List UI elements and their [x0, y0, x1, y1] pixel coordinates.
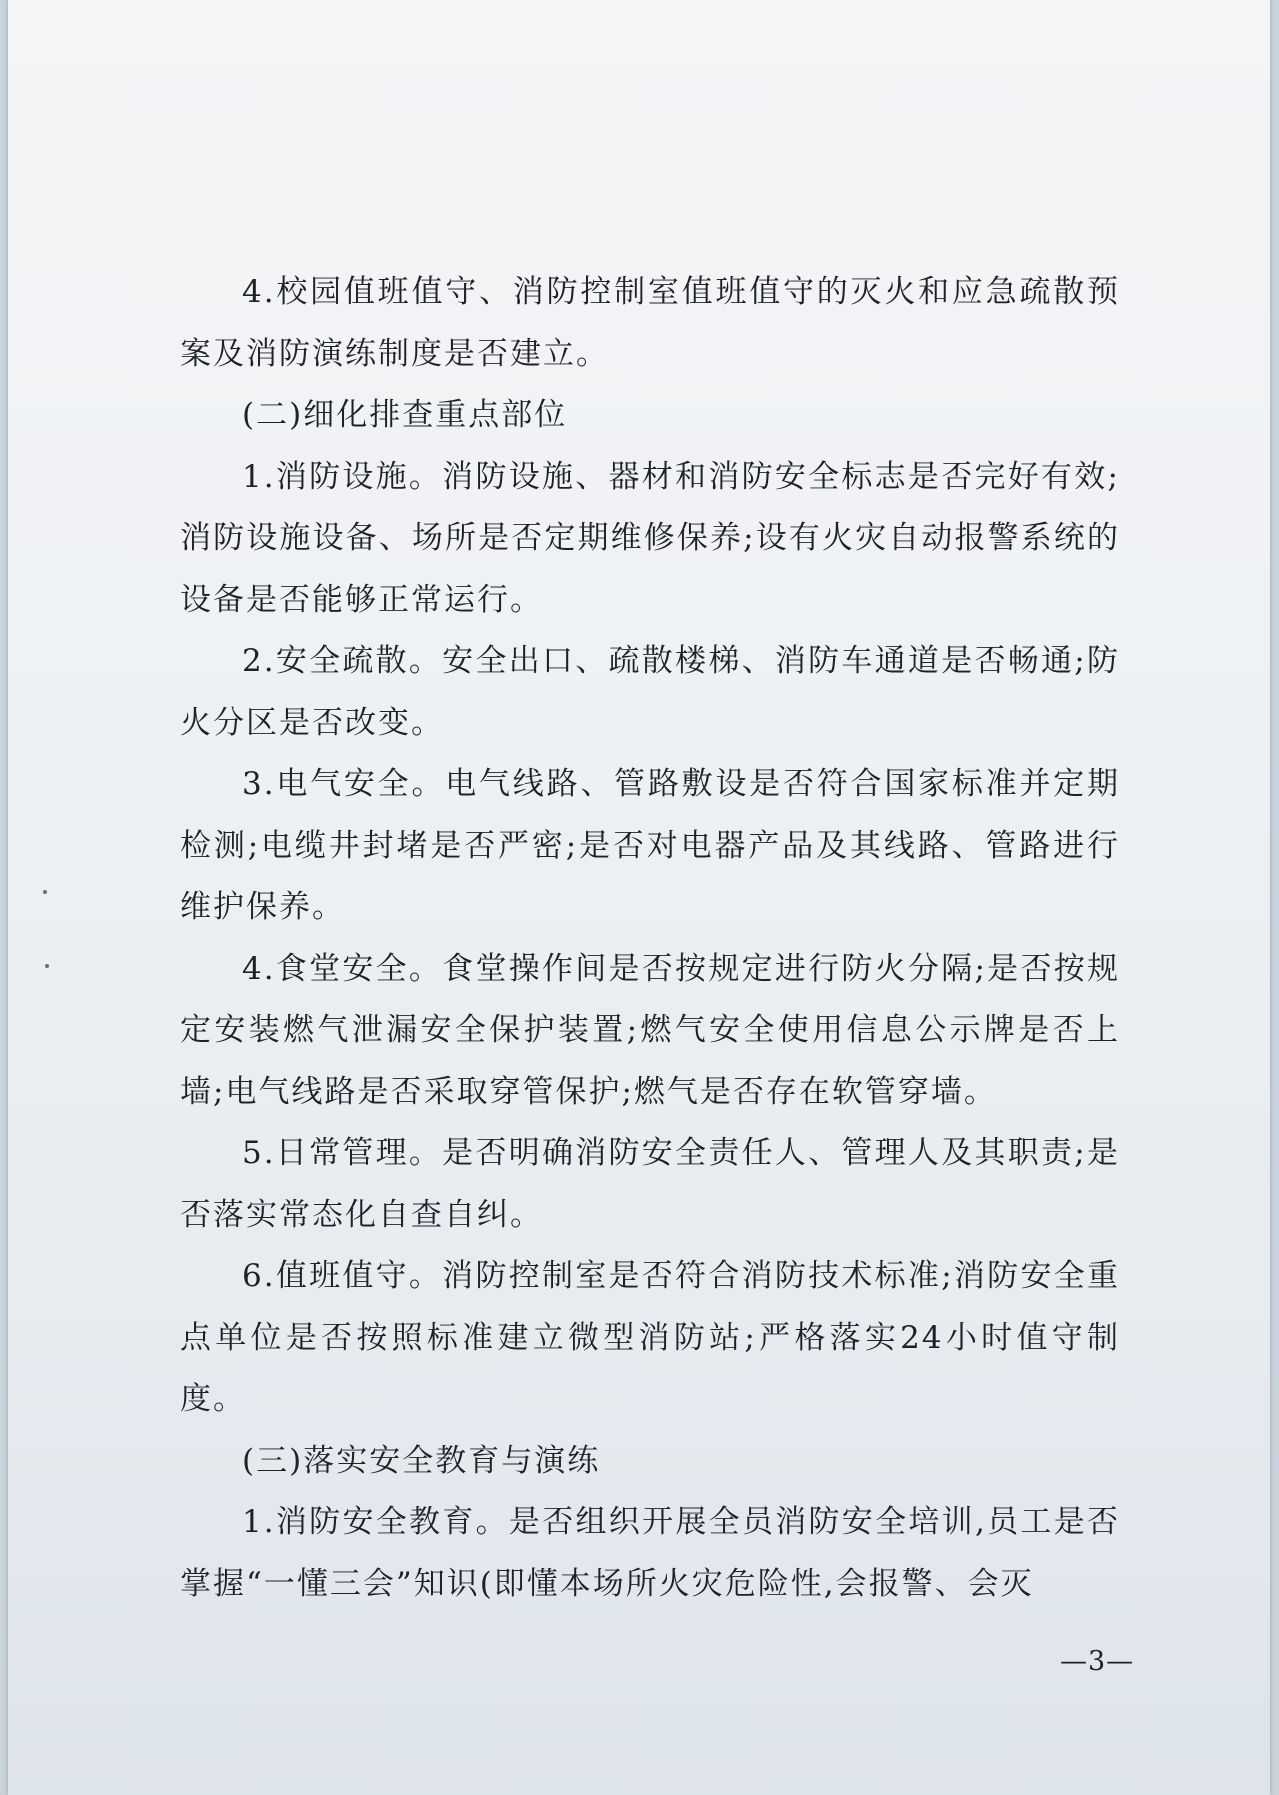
item-5-daily-management: 5.日常管理。是否明确消防安全责任人、管理人及其职责;是否落实常态化自查自纠。 — [180, 1135, 1120, 1233]
section-2-heading: (二)细化排查重点部位 — [242, 397, 568, 433]
paper-speck — [45, 964, 49, 968]
document-body — [180, 262, 1120, 1615]
page-number: —3— — [1060, 1646, 1135, 1677]
item-2-safe-evacuation: 2.安全疏散。安全出口、疏散楼梯、消防车通道是否畅通;防火分区是否改变。 — [180, 643, 1120, 741]
item-1-safety-education: 1.消防安全教育。是否组织开展全员消防安全培训,员工是否掌握“一懂三会”知识(即懂本场所火灾危险性,会报警、会灭 — [180, 1504, 1120, 1602]
item-3-electrical-safety: 3.电气安全。电气线路、管路敷设是否符合国家标准并定期检测;电缆井封堵是否严密;是否对电器产品及其线路、管路进行维护保养。 — [180, 766, 1120, 925]
paper-speck — [43, 890, 47, 894]
item-6-on-duty: 6.值班值守。消防控制室是否符合消防技术标准;消防安全重点单位是否按照标准建立微型消防站;严格落实24小时值守制度。 — [180, 1258, 1120, 1417]
item-4-duty-plans: 4.校园值班值守、消防控制室值班值守的灭火和应急疏散预案及消防演练制度是否建立。 — [180, 274, 1120, 372]
item-4-canteen-safety: 4.食堂安全。食堂操作间是否按规定进行防火分隔;是否按规定安装燃气泄漏安全保护装置;燃气安全使用信息公示牌是否上墙;电气线路是否采取穿管保护;燃气是否存在软管穿墙。 — [180, 950, 1120, 1110]
section-3-heading: (三)落实安全教育与演练 — [242, 1442, 601, 1479]
item-1-fire-facilities: 1.消防设施。消防设施、器材和消防安全标志是否完好有效;消防设施设备、场所是否定期维修保养;设有火灾自动报警系统的设备是否能够正常运行。 — [180, 458, 1120, 618]
